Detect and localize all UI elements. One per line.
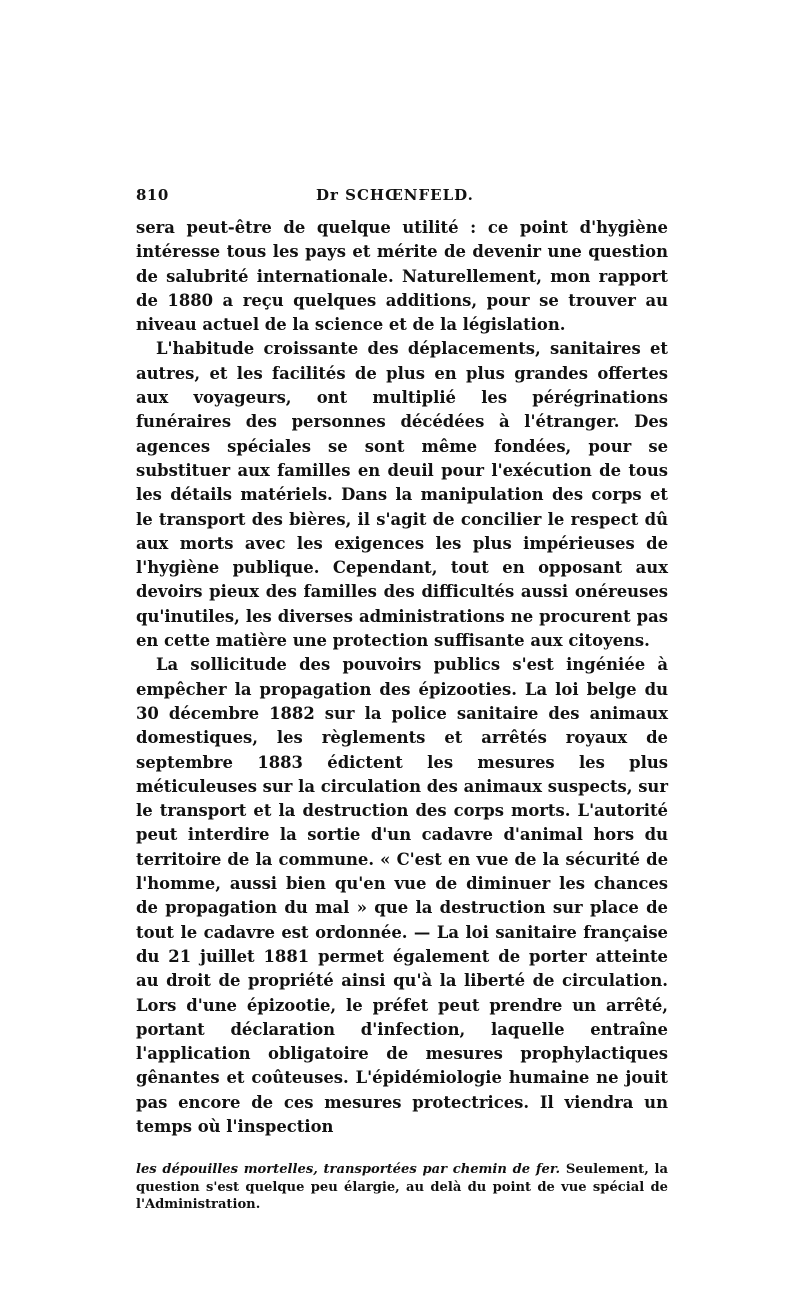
paragraph-epizootics: La sollicitude des pouvoirs publics s'est ingéniée à empêcher la propagation des épizooties. La loi belge du 30 décembre 1882 sur la police sanitaire des animaux domestiques, les règlements et arrêtés royaux de septembre 1883 édictent les mesures les plus méticuleuses sur la circulation des animaux suspects, sur le transport et la destruction des corps morts. L'autorité peut interdire la sortie d'un cadavre d'animal hors du territoire de la commune. « C'est en vue de la sécurité de l'homme, aussi bien qu'en vue de diminuer les chances de propagation du mal » que la destruction sur place de tout le cadavre est ordonnée. — La loi sanitaire française du 21 juillet 1881 permet également de porter atteinte au droit de propriété ainsi qu'à la liberté de circulation. Lors d'une épizootie, le préfet peut prendre un arrêté, portant déclaration d'infection, laquelle entraîne l'application obligatoire de mesures prophylactiques gênantes et coûteuses. L'épidémiologie humaine ne jouit pas encore de ces mesures protectrices. Il viendra un temps où l'inspection [136,655,668,1136]
running-head [136,186,668,208]
page-number: 810 [136,186,169,204]
footnote-italic: les dépouilles mortelles, transportées par chemin de fer. [136,1162,561,1178]
footnote-rest: Seulement, la question s'est quelque peu élargie, au delà du point de vue spécial de l'Administration. [136,1162,668,1213]
header-author: Dr SCHŒNFELD. [316,186,474,204]
footnote [136,1161,668,1214]
paragraph-continuation: sera peut-être de quelque utilité : ce point d'hygiène intéresse tous les pays et mérite de devenir une question de salubrité internationale. Naturellement, mon rapport de 1880 a reçu quelques additions, pour se trouver au niveau actuel de la science et de la législation. [136,218,668,335]
body-text [136,216,668,1139]
book-page [136,186,668,1214]
paragraph-travel: L'habitude croissante des déplacements, sanitaires et autres, et les facilités de plus en plus grandes offertes aux voyageurs, ont multiplié les pérégrinations funéraires des personnes décédées à l'étranger. Des agences spéciales se sont même fondées, pour se substituer aux familles en deuil pour l'exécution de tous les détails matériels. Dans la manipulation des corps et le transport des bières, il s'agit de concilier le respect dû aux morts avec les exigences les plus impérieuses de l'hygiène publique. Cependant, tout en opposant aux devoirs pieux des familles des difficultés aussi onéreuses qu'inutiles, les diverses administrations ne procurent pas en cette matière une protection suffisante aux citoyens. [136,339,668,651]
